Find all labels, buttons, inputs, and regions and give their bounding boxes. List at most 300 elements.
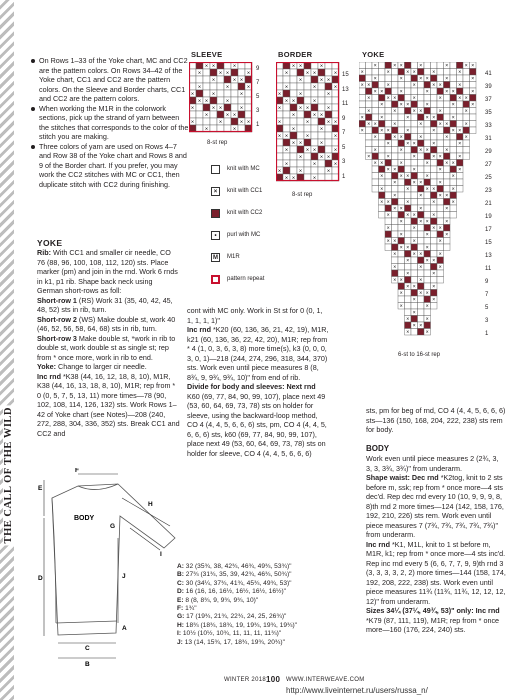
chart-cell — [437, 134, 444, 141]
chart-cell-symbol: × — [445, 232, 449, 238]
chart-cell — [463, 75, 470, 82]
body-instructions — [366, 454, 506, 635]
chart-cell-symbol: × — [284, 133, 289, 140]
chart-row-number: 37 — [485, 97, 492, 103]
chart-cell — [437, 231, 444, 238]
chart-cell — [372, 82, 379, 89]
chart-cell-symbol: × — [399, 245, 403, 251]
chart-cell-symbol: × — [360, 69, 364, 76]
measurement-item: I: 10½ (10½, 10¾, 11, 11, 11, 11¾)" — [177, 630, 282, 638]
chart-cell-symbol: × — [399, 303, 403, 310]
chart-cell — [304, 97, 311, 104]
chart-cell — [431, 179, 438, 186]
chart-cell-symbol: × — [326, 119, 331, 126]
chart-cell — [311, 76, 318, 83]
chart-cell — [437, 186, 444, 193]
chart-cell — [392, 257, 399, 264]
chart-cell — [431, 95, 438, 102]
chart-cell-symbol: × — [225, 112, 230, 119]
chart-cell-symbol: × — [419, 180, 423, 186]
chart-cell — [196, 111, 203, 118]
chart-cell-symbol: × — [406, 316, 410, 323]
chart-cell-symbol: × — [380, 186, 384, 193]
chart-cell-symbol: × — [386, 199, 390, 206]
chart-cell — [444, 179, 451, 186]
chart-cell — [283, 153, 290, 160]
chart-cell-symbol: × — [458, 82, 462, 89]
chart-cell — [392, 147, 399, 154]
chart-cell — [431, 231, 438, 238]
chart-cell-symbol: × — [432, 186, 436, 193]
chart-cell — [379, 134, 386, 141]
measurement-item: F: 1¾" — [177, 605, 197, 613]
chart-cell-symbol: × — [412, 180, 416, 186]
instruction-paragraph: Divide for body and sleeves: Next rnd K60 (69, 77, 84, 90, 99, 107), place next 49 (53, 60, 64, 69, 73, 78) sts on holder for sleeve, using the backward-loop method, CO 4 (4, 4, 5, 6, 6, 6) sts, pm, CO 4 (4, 4, 5, 6, 6, 6) sts, k60 (69, 77, 84, 90, 99, 107), place next 49 (53, 60, 64, 69, 73, 78) sts on holder for sleeve, CO 4 (4, 4, 5, 6, 6, 6) — [187, 382, 327, 458]
chart-cell-symbol: × — [438, 95, 442, 102]
chart-cell-symbol: × — [232, 63, 237, 70]
chart-cell-symbol: × — [393, 121, 397, 128]
chart-cell — [325, 97, 332, 104]
border-repeat-label: 8-st rep — [292, 192, 313, 198]
chart-cell — [203, 83, 210, 90]
sleeve-chart-title: SLEEVE — [191, 50, 223, 59]
chart-cell-symbol: × — [471, 63, 475, 69]
chart-cell — [431, 205, 438, 212]
chart-cell — [304, 160, 311, 167]
schematic-letter: I — [160, 551, 162, 558]
chart-cell — [385, 88, 392, 95]
chart-cell-symbol: × — [464, 134, 468, 141]
chart-cell — [418, 160, 425, 167]
chart-cell — [392, 218, 399, 225]
chart-cell-symbol: × — [406, 258, 410, 264]
chart-cell — [405, 75, 412, 82]
chart-cell — [424, 205, 431, 212]
chart-cell — [431, 192, 438, 199]
chart-cell — [411, 114, 418, 121]
chart-cell — [372, 114, 379, 121]
chart-cell — [437, 69, 444, 76]
chart-cell — [418, 127, 425, 134]
chart-cell — [325, 146, 332, 153]
chart-cell-symbol: × — [412, 323, 416, 329]
chart-cell-symbol: × — [412, 238, 416, 245]
chart-cell-symbol: × — [284, 161, 289, 168]
chart-cell-symbol: × — [218, 70, 223, 77]
chart-cell — [366, 114, 373, 121]
chart-cell-symbol: × — [298, 77, 303, 84]
chart-cell — [196, 90, 203, 97]
chart-cell-symbol: × — [204, 98, 209, 105]
chart-cell — [457, 88, 464, 95]
chart-cell-symbol: × — [425, 316, 429, 323]
chart-cell — [231, 90, 238, 97]
chart-cell — [392, 244, 399, 251]
chart-cell-symbol: × — [312, 112, 317, 119]
chart-cell — [392, 270, 399, 277]
chart-cell-symbol: × — [425, 219, 429, 225]
chart-cell-symbol: × — [399, 206, 403, 212]
chart-cell — [405, 225, 412, 232]
chart-cell — [372, 69, 379, 76]
chart-cell — [437, 173, 444, 180]
chart-cell-symbol: × — [204, 63, 209, 70]
chart-cell — [424, 225, 431, 232]
chart-cell — [224, 90, 231, 97]
chart-cell — [392, 140, 399, 147]
measurement-item: J: 13 (14, 15¾, 17, 18¾, 19¾, 20¾)" — [177, 638, 285, 646]
chart-cell — [463, 82, 470, 89]
chart-cell — [450, 62, 457, 69]
chart-cell-symbol: × — [367, 154, 371, 160]
chart-cell — [304, 76, 311, 83]
chart-cell-symbol: × — [432, 258, 436, 264]
chart-cell — [359, 62, 366, 69]
chart-cell — [411, 121, 418, 128]
chart-cell — [418, 329, 425, 336]
chart-cell — [385, 75, 392, 82]
chart-cell — [398, 212, 405, 219]
chart-cell-symbol: × — [277, 133, 282, 140]
chart-cell — [437, 277, 444, 284]
chart-cell — [405, 62, 412, 69]
chart-cell — [444, 166, 451, 173]
chart-cell — [372, 101, 379, 108]
chart-cell — [431, 238, 438, 245]
chart-cell-symbol: × — [451, 199, 455, 206]
chart-cell — [398, 114, 405, 121]
schematic-letter: A — [122, 625, 127, 632]
chart-cell — [359, 75, 366, 82]
chart-cell — [457, 160, 464, 167]
chart-row-number: 7 — [485, 292, 489, 298]
chart-cell — [470, 121, 477, 128]
measurement-item: A: 32 (35¾, 38, 42¾, 46¾, 49¾, 53¾)" — [177, 563, 292, 570]
legend-item: knit with CC2 — [211, 202, 271, 224]
chart-cell — [311, 90, 318, 97]
chart-cell-symbol: × — [451, 128, 455, 134]
chart-cell — [398, 186, 405, 193]
section-title-vertical: THE CALL OF THE WILD — [3, 407, 14, 544]
chart-cell-symbol: × — [438, 193, 442, 199]
chart-cell — [450, 179, 457, 186]
chart-cell — [424, 212, 431, 219]
chart-cell — [405, 251, 412, 258]
legend-item: knit with MC — [211, 158, 271, 180]
chart-cell — [297, 160, 304, 167]
chart-cell — [431, 101, 438, 108]
chart-cell — [385, 114, 392, 121]
chart-row-number: 9 — [256, 66, 260, 72]
chart-cell-symbol: × — [326, 105, 331, 112]
chart-cell-symbol: × — [419, 206, 423, 212]
chart-cell-symbol: × — [438, 121, 442, 128]
chart-cell-symbol: × — [412, 95, 416, 102]
chart-cell — [405, 179, 412, 186]
chart-cell — [405, 166, 412, 173]
chart-cell — [437, 114, 444, 121]
chart-cell — [405, 296, 412, 303]
chart-cell-symbol: × — [232, 77, 237, 84]
chart-cell — [297, 118, 304, 125]
chart-cell — [424, 270, 431, 277]
chart-cell-symbol: × — [406, 186, 410, 193]
chart-cell — [385, 147, 392, 154]
chart-cell — [457, 173, 464, 180]
chart-cell — [463, 127, 470, 134]
chart-cell-symbol: × — [386, 69, 390, 76]
chart-cell — [304, 167, 311, 174]
yoke-chart-title: YOKE — [362, 50, 385, 59]
chart-cell — [392, 88, 399, 95]
chart-cell-symbol: × — [399, 290, 403, 297]
chart-cell-symbol: × — [277, 91, 282, 98]
chart-cell — [457, 186, 464, 193]
chart-cell — [418, 244, 425, 251]
chart-cell-symbol: × — [412, 225, 416, 232]
chart-cell-symbol: × — [211, 105, 216, 112]
chart-cell-symbol: × — [312, 147, 317, 154]
chart-cell — [372, 186, 379, 193]
chart-cell — [385, 121, 392, 128]
chart-cell-symbol: × — [412, 167, 416, 173]
chart-cell — [431, 121, 438, 128]
chart-cell-symbol: × — [451, 115, 455, 121]
chart-cell — [405, 205, 412, 212]
chart-cell-symbol: × — [406, 69, 410, 76]
chart-cell — [311, 139, 318, 146]
chart-cell — [418, 238, 425, 245]
chart-cell — [366, 75, 373, 82]
chart-cell-symbol: × — [298, 168, 303, 175]
chart-cell — [437, 218, 444, 225]
schematic-body-label: BODY — [74, 515, 95, 522]
chart-row-number: 7 — [256, 80, 260, 86]
chart-cell — [290, 76, 297, 83]
chart-cell — [392, 199, 399, 206]
chart-cell — [372, 108, 379, 115]
chart-row-number: 25 — [485, 175, 492, 181]
instruction-paragraph: Work even until piece measures 2 (2¾, 3, 3, 3, 3¾, 3¾)" from underarm. — [366, 454, 499, 473]
chart-cell — [411, 316, 418, 323]
chart-cell — [431, 75, 438, 82]
chart-cell-symbol: × — [458, 128, 462, 134]
chart-cell — [379, 205, 386, 212]
instruction-paragraph: Shape waist: Dec rnd *K2tog, knit to 2 sts before m, ssk; rep from * once more—4 sts dec'd. Rep dec rnd every 10 (10, 9, 9, 9, 8, 8)th rnd 2 more times—124 (142, 158, 176, 192, 210, 226) sts rem. Work even until piece measures 7 (7¾, 7¾, 7¾, 7¾, 7¾)" from underarm. — [366, 473, 504, 539]
chart-cell-symbol: × — [464, 63, 468, 69]
chart-cell — [444, 244, 451, 251]
chart-cell — [238, 111, 245, 118]
chart-cell — [418, 303, 425, 310]
chart-cell-symbol: × — [419, 108, 423, 115]
chart-cell-symbol: × — [190, 119, 195, 126]
chart-cell-symbol: × — [432, 284, 436, 290]
chart-cell — [424, 309, 431, 316]
chart-cell — [405, 322, 412, 329]
chart-cell-symbol: × — [326, 154, 331, 161]
chart-cell — [418, 101, 425, 108]
chart-cell-symbol: × — [412, 69, 416, 76]
chart-cell — [385, 231, 392, 238]
chart-cell-symbol: × — [425, 329, 429, 336]
chart-cell-symbol: × — [305, 70, 310, 77]
chart-cell — [437, 147, 444, 154]
chart-cell — [283, 90, 290, 97]
chart-cell — [411, 75, 418, 82]
chart-cell-symbol: × — [197, 84, 202, 91]
chart-cell-symbol: × — [380, 128, 384, 134]
chart-cell-symbol: × — [386, 238, 390, 245]
chart-cell — [304, 111, 311, 118]
chart-cell — [398, 166, 405, 173]
chart-cell-symbol: × — [305, 105, 310, 112]
yoke-repeat-label: 6-st to 16-st rep — [398, 352, 441, 358]
chart-cell — [411, 270, 418, 277]
chart-cell-symbol: × — [406, 271, 410, 277]
chart-cell — [411, 264, 418, 271]
chart-cell-symbol: × — [393, 63, 397, 69]
chart-cell — [411, 147, 418, 154]
chart-cell-symbol: × — [419, 277, 423, 284]
sleeve-repeat-label: 8-st rep — [207, 140, 228, 146]
chart-cell-symbol: × — [386, 128, 390, 134]
chart-cell-symbol: × — [319, 126, 324, 133]
chart-cell — [405, 277, 412, 284]
chart-cell-symbol: × — [458, 167, 462, 173]
chart-row-number: 3 — [256, 108, 260, 114]
chart-cell — [405, 147, 412, 154]
chart-cell — [210, 97, 217, 104]
chart-cell-symbol: × — [277, 105, 282, 112]
chart-cell-symbol: × — [399, 76, 403, 82]
chart-cell — [385, 108, 392, 115]
chart-cell — [359, 108, 366, 115]
chart-cell-symbol: × — [445, 193, 449, 199]
chart-cell — [405, 238, 412, 245]
chart-cell — [297, 83, 304, 90]
chart-cell — [405, 134, 412, 141]
chart-cell — [437, 140, 444, 147]
measurement-item: B: 27¾ (31¾, 35, 39, 42¾, 46¾, 50¾)" — [177, 571, 292, 579]
chart-cell — [290, 146, 297, 153]
chart-cell-symbol: × — [464, 108, 468, 115]
chart-cell-symbol: × — [393, 95, 397, 102]
measurement-item: C: 30 (34¼, 37¾, 41¾, 45¾, 49¾, 53)" — [177, 579, 292, 587]
chart-cell-symbol: × — [406, 102, 410, 108]
chart-cell — [392, 231, 399, 238]
chart-cell — [437, 244, 444, 251]
chart-cell — [418, 140, 425, 147]
chart-cell — [385, 160, 392, 167]
chart-cell-symbol: × — [367, 95, 371, 102]
chart-cell — [470, 127, 477, 134]
chart-cell — [431, 290, 438, 297]
chart-cell-symbol: × — [464, 121, 468, 128]
chart-cell — [210, 83, 217, 90]
legend-swatch — [211, 165, 220, 174]
chart-cell — [318, 146, 325, 153]
chart-cell — [379, 108, 386, 115]
chart-cell — [392, 75, 399, 82]
chart-cell-symbol: × — [239, 105, 244, 112]
chart-cell — [437, 212, 444, 219]
chart-cell — [379, 166, 386, 173]
chart-cell — [283, 111, 290, 118]
chart-cell — [385, 186, 392, 193]
chart-cell — [431, 134, 438, 141]
chart-cell — [418, 316, 425, 323]
chart-cell-symbol: × — [412, 141, 416, 147]
chart-cell-symbol: × — [284, 147, 289, 154]
chart-cell — [424, 69, 431, 76]
chart-cell — [392, 82, 399, 89]
chart-cell-symbol: × — [305, 147, 310, 154]
chart-cell-symbol: × — [333, 161, 338, 168]
chart-cell — [379, 75, 386, 82]
schematic-letter: D — [38, 575, 43, 582]
chart-cell-symbol: × — [373, 76, 377, 82]
chart-cell — [304, 90, 311, 97]
chart-cell — [411, 62, 418, 69]
chart-cell-symbol: × — [425, 115, 429, 121]
chart-cell — [398, 153, 405, 160]
chart-cell — [418, 69, 425, 76]
chart-cell — [424, 277, 431, 284]
chart-cell — [318, 69, 325, 76]
chart-cell — [398, 264, 405, 271]
chart-cell-symbol: × — [419, 121, 423, 128]
chart-cell — [405, 82, 412, 89]
chart-cell-symbol: × — [284, 70, 289, 77]
chart-cell — [398, 121, 405, 128]
chart-cell — [457, 121, 464, 128]
chart-cell — [424, 238, 431, 245]
chart-cell-symbol: × — [380, 160, 384, 167]
chart-cell — [203, 104, 210, 111]
instruction-paragraph: Inc rnd *K38 (44, 16, 12, 18, 8, 10), M1R, K38 (44, 16, 13, 18, 8, 10), M1R; rep from * 0 (0, 5, 7, 5, 13, 11) more times—78 (90, 102, 108, 114, 126, 132) sts. Work Rows 1–42 of Yoke chart (see Notes)—208 (240, 272, 288, 304, 336, 352) sts. Break CC1 and CC2 and — [37, 371, 180, 438]
chart-cell — [379, 95, 386, 102]
chart-cell — [366, 140, 373, 147]
chart-cell — [463, 147, 470, 154]
chart-cell-symbol: × — [333, 119, 338, 126]
chart-cell-symbol: × — [393, 134, 397, 141]
chart-cell — [210, 111, 217, 118]
chart-cell — [405, 88, 412, 95]
chart-cell-symbol: × — [360, 115, 364, 121]
chart-cell-symbol: × — [464, 95, 468, 102]
chart-cell — [457, 62, 464, 69]
chart-cell-symbol: × — [298, 140, 303, 147]
chart-row-number: 13 — [342, 86, 349, 93]
chart-cell — [366, 88, 373, 95]
chart-cell-symbol: × — [412, 154, 416, 160]
note-item: On Rows 1–33 of the Yoke chart, MC and CC2 are the pattern colors. On Rows 34–42 of the Yoke chart, CC1 and CC2 are the pattern colors. On the Sleeve and Border charts, CC1 and CC2 are the pattern colors. — [30, 56, 190, 104]
chart-cell — [398, 95, 405, 102]
chart-cell-symbol: × — [399, 102, 403, 108]
chart-cell — [463, 69, 470, 76]
chart-cell — [411, 303, 418, 310]
chart-cell — [392, 225, 399, 232]
chart-cell — [450, 212, 457, 219]
chart-cell-symbol: × — [451, 160, 455, 167]
chart-cell-symbol: × — [225, 70, 230, 77]
chart-cell — [318, 132, 325, 139]
chart-cell — [405, 108, 412, 115]
chart-cell-symbol: × — [218, 119, 223, 126]
note-item: Three colors of yarn are used on Rows 4–7 and Row 38 of the Yoke chart and Rows 8 and 9 of the Border chart. If you prefer, you may work the CC2 stitches with MC or CC1, then duplicate stitch with CC2 during finishing. — [30, 142, 190, 190]
yoke-instructions-col1 — [37, 248, 180, 438]
chart-cell-symbol: × — [225, 98, 230, 105]
